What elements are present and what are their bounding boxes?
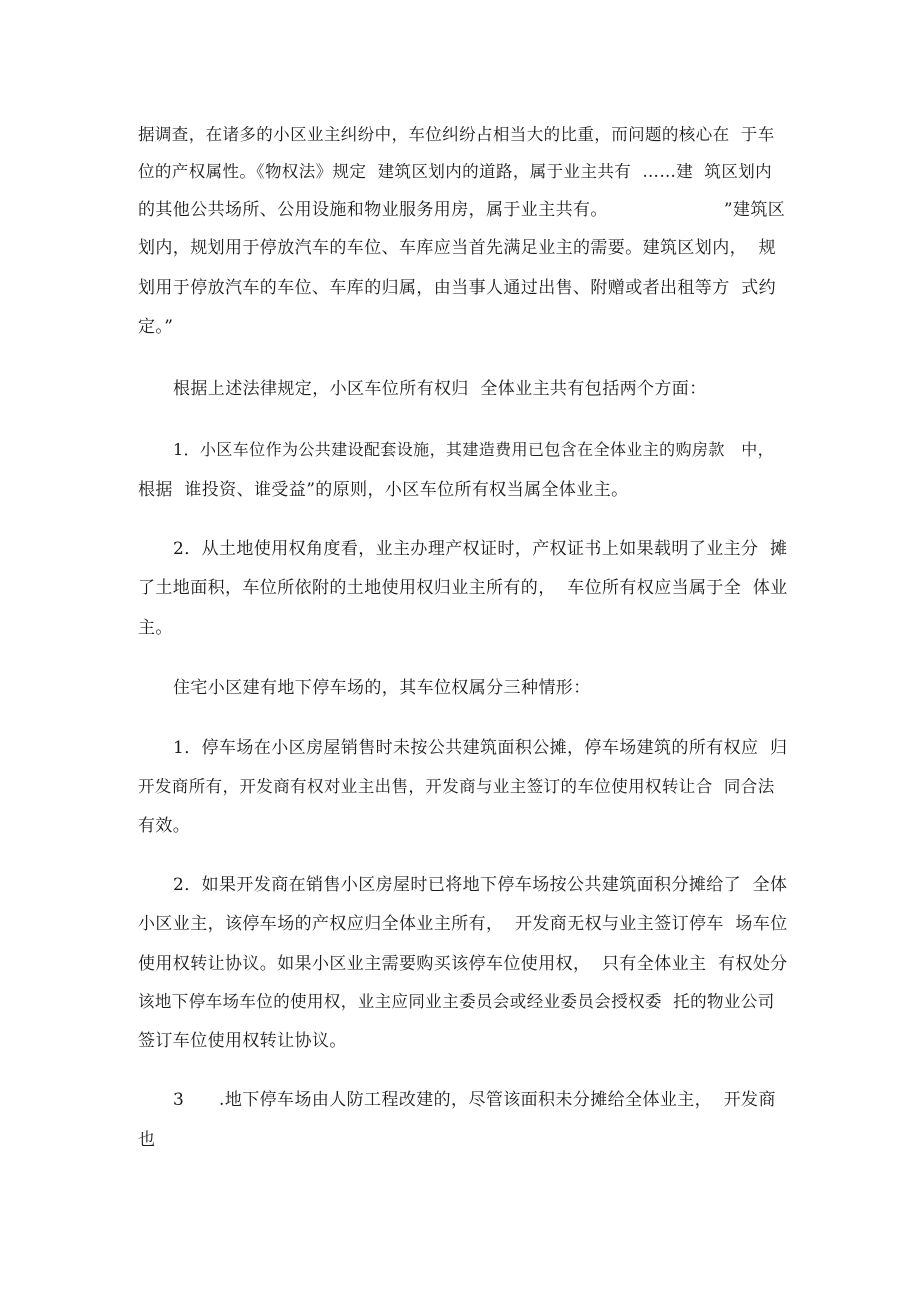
text-line: 了土地面积，车位所依附的土地使用权归业主所有的， 车位所有权应当属于全 体业 <box>138 578 788 598</box>
text-line: 2．从土地使用权角度看，业主办理产权证时，产权证书上如果载明了业主分 摊 <box>173 539 788 559</box>
text-line: 住宅小区建有地下停车场的，其车位权属分三种情形： <box>173 678 591 698</box>
text-line: 定。” <box>138 317 174 337</box>
text-line: 1．小区车位作为公共建设配套设施，其建造费用已包含在全体业主的购房款 中， <box>173 440 775 459</box>
text-line: 的其他公共场所、公用设施和物业服务用房，属于业主共有。 ”建筑区 <box>138 200 786 220</box>
text-line: 据调查，在诸多的小区业主纠纷中，车位纠纷占相当大的比重，而问题的核心在 于车 <box>138 125 775 144</box>
text-line: 1．停车场在小区房屋销售时未按公共建筑面积公摊，停车场建筑的所有权应 归 <box>173 738 788 758</box>
text-line: 主。 <box>138 618 173 638</box>
text-line: 根据上述法律规定，小区车位所有权归 全体业主共有包括两个方面： <box>173 379 707 399</box>
text-line: 3 .地下停车场由人防工程改建的，尽管该面积未分摊给全体业主， 开发商 <box>173 1090 776 1110</box>
text-line: 2．如果开发商在销售小区房屋时已将地下停车场按公共建筑面积分摊给了 全体 <box>173 875 788 895</box>
text-line: 也 <box>138 1130 156 1150</box>
text-line: 根据 谁投资、谁受益”的原则，小区车位所有权当属全体业主。 <box>138 480 629 500</box>
text-line: 位的产权属性。《物权法》规定 建筑区划内的道路，属于业主共有 ……建 筑区划内 <box>138 162 773 181</box>
text-line: 该地下停车场车位的使用权，业主应同业主委员会或经业委员会授权委 托的物业公司 <box>138 992 775 1011</box>
text-line: 划内，规划用于停放汽车的车位、车库应当首先满足业主的需要。建筑区划内， 规 <box>138 238 777 258</box>
text-line: 使用权转让协议。如果小区业主需要购买该停车位使用权， 只有全体业主 有权处分 <box>138 954 788 974</box>
text-line: 划用于停放汽车的车位、车库的归属，由当事人通过出售、附赠或者出租等方 式约 <box>138 278 777 298</box>
text-line: 小区业主，该停车场的产权应归全体业主所有， 开发商无权与业主签订停车 场车位 <box>138 914 788 934</box>
text-line: 开发商所有，开发商有权对业主出售，开发商与业主签订的车位使用权转让合 同合法 <box>138 777 775 796</box>
text-line: 有效。 <box>138 816 191 836</box>
text-line: 签订车位使用权转让协议。 <box>138 1031 347 1051</box>
